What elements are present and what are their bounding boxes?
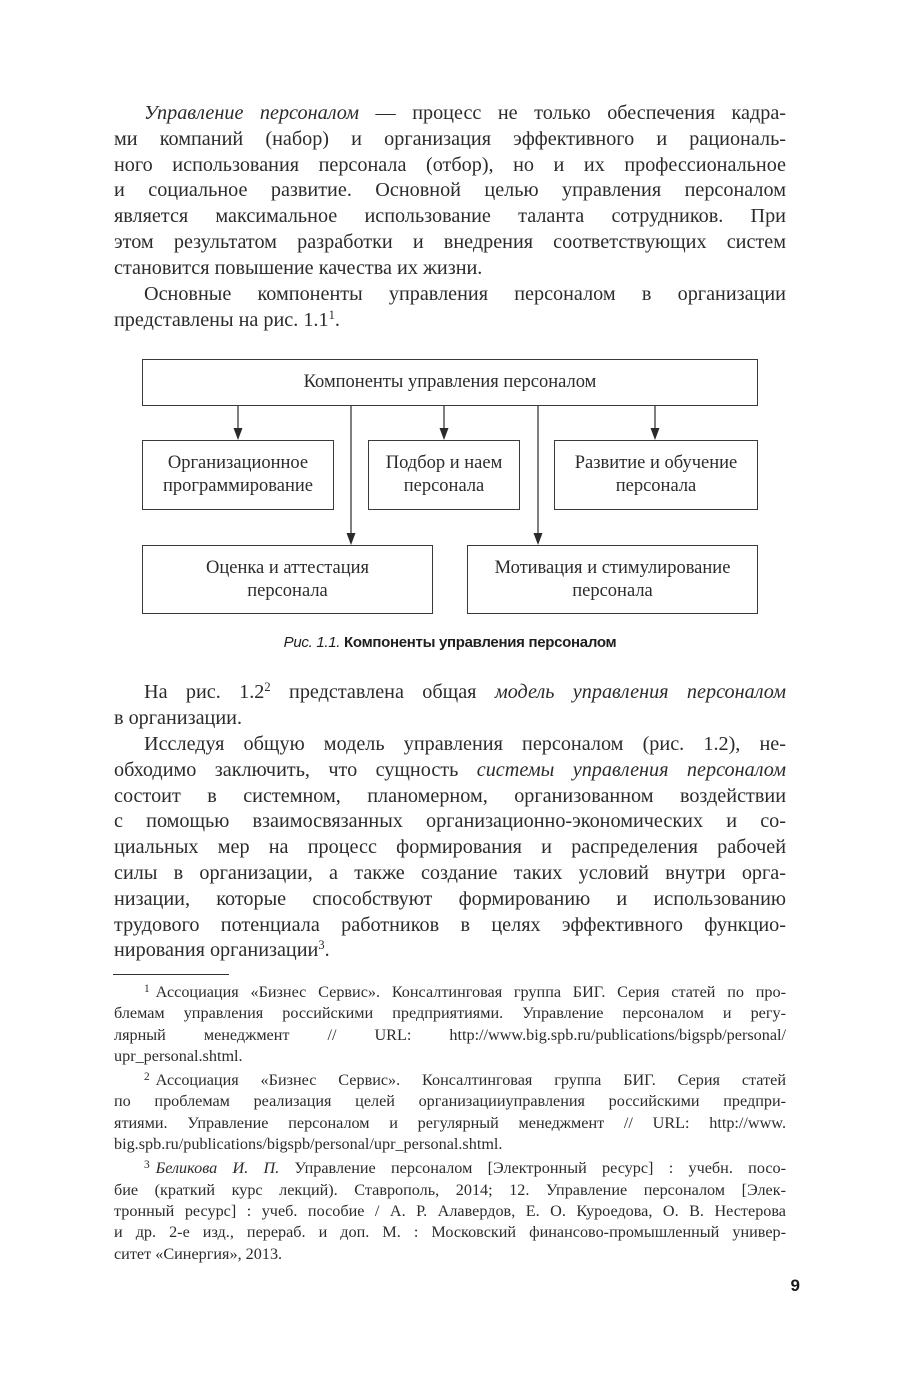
text-line: в организации. [114,706,243,729]
footnote-1 [114,982,786,1067]
footnote-line: и др. 2-е изд., перераб. и доп. М. : Московский финансово-промышленный универ- [114,1223,786,1242]
text-line: ми компаний (набор) и организация эффективного и рациональ- [114,127,786,150]
text-line: силы в организации, а также создание таких условий внутри орга- [114,861,786,884]
diagram-box-assessment [142,545,433,614]
arrow-head-icon [534,533,543,545]
box-label-line: персонала [572,580,653,601]
footnote-line: по проблемам реализация целей организацииуправления российскими предпри- [114,1092,786,1111]
author-name: Беликова И. П. [155,1159,280,1178]
box-label-line: Подбор и наем [385,453,503,473]
footnote-3 [114,1158,786,1264]
footnote-line [114,1158,786,1179]
diagram-root-box [142,359,758,406]
box-label-line: Развитие и обучение [574,453,738,473]
italic-term: системы управления персоналом [476,758,786,781]
page-number: 9 [790,1276,800,1295]
text-line: и социальное развитие. Основной целью управления персоналом [114,179,786,202]
box-label-line: Организационное [167,453,309,473]
text-fragment: представлена общая [270,681,495,703]
text-fragment: — процесс не только обеспечения кадра- [358,102,787,124]
diagram-box-development-training [554,440,758,510]
text-fragment: обходимо заключить, что сущность [114,758,477,781]
footnote-ref-2[interactable]: 2 [264,680,271,695]
box-label [386,452,503,498]
text-line: Основные компоненты управления персоналом в организации [144,283,786,305]
text-fragment: Управление персоналом [Электронный ресурс] : учебн. посо- [279,1159,786,1178]
text-fragment: . [324,939,330,962]
text-line [114,938,786,964]
footnote-line [114,1070,786,1091]
box-label [163,452,313,498]
footnote-separator [113,974,229,975]
footnote-line: тронный ресурс] : учеб. пособие / А. Р. Алавердов, Е. О. Куроедова, О. В. Нестерова [114,1201,786,1220]
caption-title: Компоненты управления персоналом [344,634,617,651]
text-line: становится повышение качества их жизни. [114,256,483,279]
arrow-head-icon [347,533,356,545]
text-fragment: представлены на рис. 1.1 [114,308,329,331]
text-line: ного использования персонала (отбор), но и их профессиональное [114,153,786,176]
arrow-head-icon [234,428,243,440]
diagram-box-org-programming [142,440,334,510]
text-fragment: Ассоциация «Бизнес Сервис». Консалтинговая группа БИГ. Серия статей [155,1071,786,1090]
italic-term: модель управления персоналом [494,681,786,703]
text-line [114,680,786,706]
footnotes [114,982,786,1268]
footnote-2 [114,1070,786,1155]
arrow-head-icon [651,428,660,440]
box-label-line: программирование [163,476,313,496]
italic-term: Управление персоналом [144,102,359,124]
box-label-line: Оценка и аттестация [205,557,370,578]
footnote-line [114,982,786,1003]
paragraph-model-reference [114,680,786,732]
box-label-line: Мотивация и стимулирование [494,557,731,578]
text-line: циальных мер на процесс формирования и распределения рабочей [114,836,786,859]
text-line: является максимальное использование таланта сотрудников. При [114,205,786,228]
figure-caption [0,634,900,651]
footnote-line: upr_personal.shtml. [114,1046,243,1065]
text-line: состоит в системном, планомерном, организованном воздействии [114,784,786,807]
footnote-line: big.spb.ru/publications/bigspb/personal/upr_personal.shtml. [114,1135,503,1154]
paragraph-system-essence [114,732,786,964]
box-label: Компоненты управления персоналом [303,372,597,392]
footnote-line: блемам управления российскими предприятиями. Управление персоналом и регу- [114,1004,786,1023]
footnote-ref-3[interactable]: 3 [318,938,325,953]
text-line: этом результатом разработки и внедрения соответствующих систем [114,230,786,253]
text-line: низации, которые способствуют формированию и использованию [114,887,786,910]
box-label [575,452,738,498]
diagram-box-recruitment [368,440,520,510]
footnote-line: лярный менеджмент // URL: http://www.big.spb.ru/publications/bigspb/personal/ [114,1025,786,1044]
text-fragment: На рис. 1.2 [144,681,265,703]
text-line [114,758,786,784]
text-fragment: Ассоциация «Бизнес Сервис». Консалтинговая группа БИГ. Серия статей по про- [155,983,786,1001]
footnote-number: 1 [144,982,150,995]
text-fragment: нирования организации [114,939,319,962]
text-line: Исследуя общую модель управления персоналом (рис. 1.2), не- [144,733,786,755]
footnote-number: 2 [144,1071,150,1084]
footnote-ref-1[interactable]: 1 [328,307,335,322]
text-fragment: . [334,308,340,331]
footnote-number: 3 [144,1159,150,1172]
footnote-line: ситет «Синергия», 2013. [114,1244,283,1263]
box-label [495,557,731,603]
caption-number: Рис. 1.1. [283,634,341,651]
diagram-box-motivation [467,545,758,614]
text-line: с помощью взаимосвязанных организационно-экономических и со- [114,810,786,833]
arrow-head-icon [440,428,449,440]
box-label-line: персонала [247,580,328,601]
footnote-line: бие (краткий курс лекций). Ставрополь, 2014; 12. Управление персоналом [Элек- [114,1180,786,1199]
text-line: трудового потенциала работников в целях эффективного функцио- [114,913,786,936]
box-label [206,557,369,603]
box-label-line: персонала [403,476,485,496]
box-label-line: персонала [615,476,697,496]
footnote-line: ятиями. Управление персоналом и регулярный менеджмент // URL: http://www. [114,1113,786,1132]
